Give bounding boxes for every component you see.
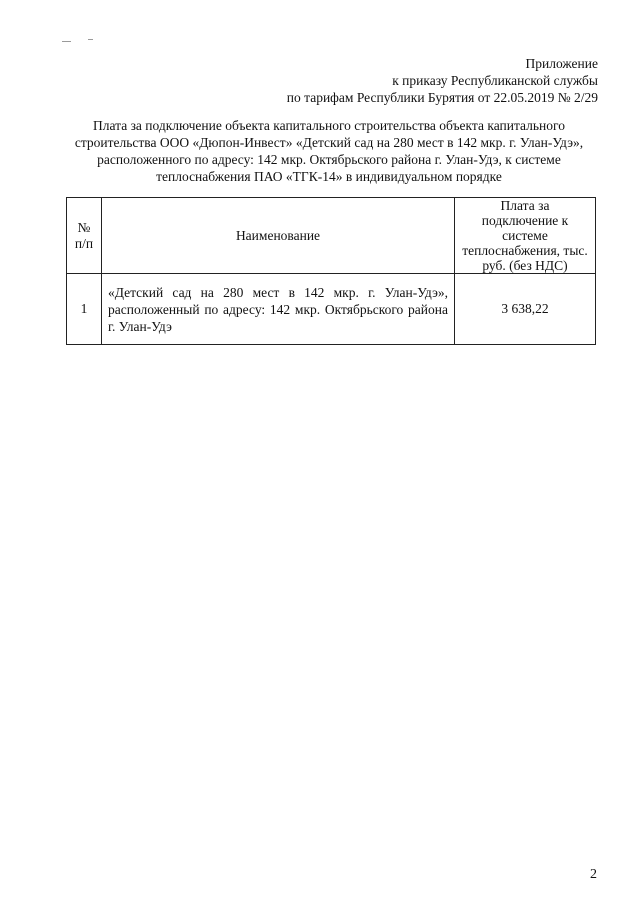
- scan-artifact: [88, 39, 93, 40]
- fee-table: [66, 197, 596, 345]
- row-number: 1: [67, 274, 102, 345]
- appendix-header: [287, 55, 598, 106]
- page-number: 2: [590, 867, 597, 882]
- document-title: Плата за подключение объекта капитального строительства объекта капитального строительства ООО «Дюпон-Инвест» «Детский сад на 280 мест в 142 мкр. г. Улан-Удэ», расположенного по адресу: 142 мкр. Октябрьского района г. Улан-Удэ, к системе теплоснабжения ПАО «ТГК-14» в индивидуальном порядке: [74, 118, 584, 184]
- scan-artifact: [62, 41, 71, 42]
- appendix-line-2: к приказу Республиканской службы: [392, 73, 598, 88]
- appendix-line-3: по тарифам Республики Бурятия от 22.05.2019 № 2/29: [286, 90, 598, 105]
- appendix-line-1: Приложение: [525, 56, 598, 71]
- row-fee: 3 638,22: [455, 274, 596, 345]
- header-number: № п/п: [67, 198, 102, 274]
- table-header-row: [67, 198, 596, 274]
- table-row: [67, 274, 596, 345]
- header-fee: Плата за подключение к системе теплоснабжения, тыс. руб. (без НДС): [455, 198, 596, 274]
- row-name: «Детский сад на 280 мест в 142 мкр. г. Улан-Удэ», расположенный по адресу: 142 мкр. Октябрьского района г. Улан-Удэ: [102, 274, 455, 345]
- header-name: Наименование: [102, 198, 455, 274]
